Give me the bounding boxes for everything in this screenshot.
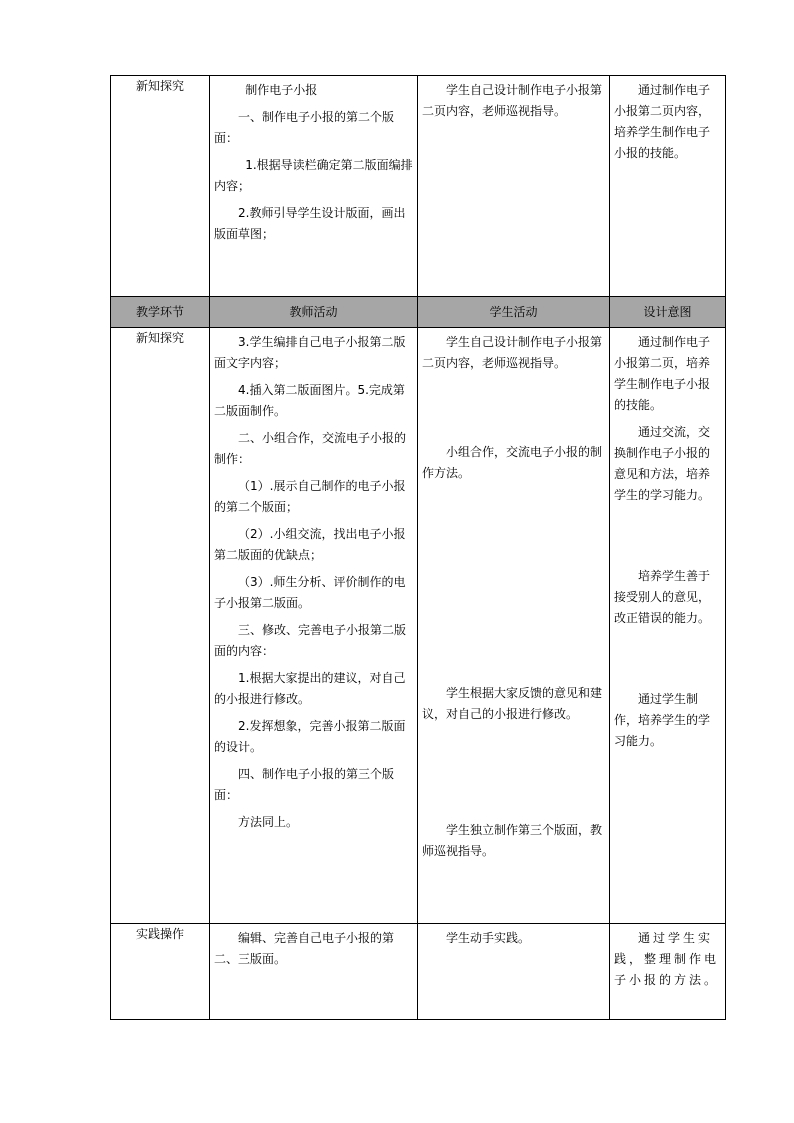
teacher-line: 三、修改、完善电子小报第二版面的内容： bbox=[214, 623, 407, 658]
teacher-line: 1.根据导读栏确定第二版面编排内容； bbox=[214, 158, 413, 193]
teacher-line: 编辑、完善自己电子小报的第二、三版面。 bbox=[214, 931, 395, 966]
student-line: 学生自己设计制作电子小报第二页内容，老师巡视指导。 bbox=[422, 335, 603, 370]
stage-cell: 新知探究 bbox=[111, 328, 210, 924]
table-row bbox=[111, 328, 726, 924]
teacher-line: 制作电子小报 bbox=[245, 83, 318, 97]
table-row bbox=[111, 924, 726, 1020]
design-intent-cell bbox=[610, 76, 726, 297]
header-teacher: 教师活动 bbox=[210, 297, 418, 328]
stage-cell: 新知探究 bbox=[111, 76, 210, 297]
teacher-line: 1.根据大家提出的建议，对自己的小报进行修改。 bbox=[214, 671, 406, 706]
student-activity-cell bbox=[418, 924, 610, 1020]
teacher-line: （3）.师生分析、评价制作的电子小报第二版面。 bbox=[214, 575, 406, 610]
student-line: 学生自己设计制作电子小报第二页内容，老师巡视指导。 bbox=[422, 83, 603, 118]
teacher-line: （1）.展示自己制作的电子小报的第二个版面； bbox=[214, 479, 406, 514]
design-line: 通过制作电子小报第二页，培养学生制作电子小报的技能。 bbox=[614, 335, 711, 412]
teacher-line: 2.发挥想象，完善小报第二版面的设计。 bbox=[214, 719, 406, 754]
teacher-line: 3.学生编排自己电子小报第二版面文字内容； bbox=[214, 335, 406, 370]
teacher-activity-cell bbox=[210, 328, 418, 924]
teacher-line: 二、小组合作，交流电子小报的制作： bbox=[214, 431, 407, 466]
student-line: 小组合作，交流电子小报的制作方法。 bbox=[422, 445, 603, 480]
student-line: 学生根据大家反馈的意见和建议，对自己的小报进行修改。 bbox=[422, 686, 603, 721]
stage-cell: 实践操作 bbox=[111, 924, 210, 1020]
design-line: 通过交流，交换制作电子小报的意见和方法，培养学生的学习能力。 bbox=[614, 425, 711, 502]
student-activity-cell bbox=[418, 76, 610, 297]
design-line: 培养学生善于接受别人的意见，改正错误的能力。 bbox=[614, 569, 711, 625]
teacher-line: 四、制作电子小报的第三个版面： bbox=[214, 767, 395, 802]
table-row bbox=[111, 76, 726, 297]
student-line: 学生动手实践。 bbox=[446, 931, 531, 945]
design-line: 通过学生实践，整理制作电子小报的方法。 bbox=[614, 931, 720, 987]
teacher-activity-cell bbox=[210, 76, 418, 297]
teacher-line: 4.插入第二版面图片。5.完成第二版面制作。 bbox=[214, 383, 405, 418]
design-intent-cell bbox=[610, 328, 726, 924]
teacher-line: 2.教师引导学生设计版面，画出版面草图； bbox=[214, 206, 406, 241]
header-student: 学生活动 bbox=[418, 297, 610, 328]
teacher-line: 一、制作电子小报的第二个版面： bbox=[214, 110, 395, 145]
student-line: 学生独立制作第三个版面，教师巡视指导。 bbox=[422, 823, 603, 858]
student-activity-cell bbox=[418, 328, 610, 924]
teacher-line: 方法同上。 bbox=[238, 815, 299, 829]
design-intent-cell bbox=[610, 924, 726, 1020]
header-design: 设计意图 bbox=[610, 297, 726, 328]
teacher-line: （2）.小组交流，找出电子小报第二版面的优缺点； bbox=[214, 527, 406, 562]
header-stage: 教学环节 bbox=[111, 297, 210, 328]
table-header-row bbox=[111, 297, 726, 328]
teacher-activity-cell bbox=[210, 924, 418, 1020]
design-line: 通过学生制作，培养学生的学习能力。 bbox=[614, 692, 711, 748]
lesson-plan-table bbox=[110, 75, 726, 1020]
design-line: 通过制作电子小报第二页内容，培养学生制作电子小报的技能。 bbox=[614, 83, 711, 160]
